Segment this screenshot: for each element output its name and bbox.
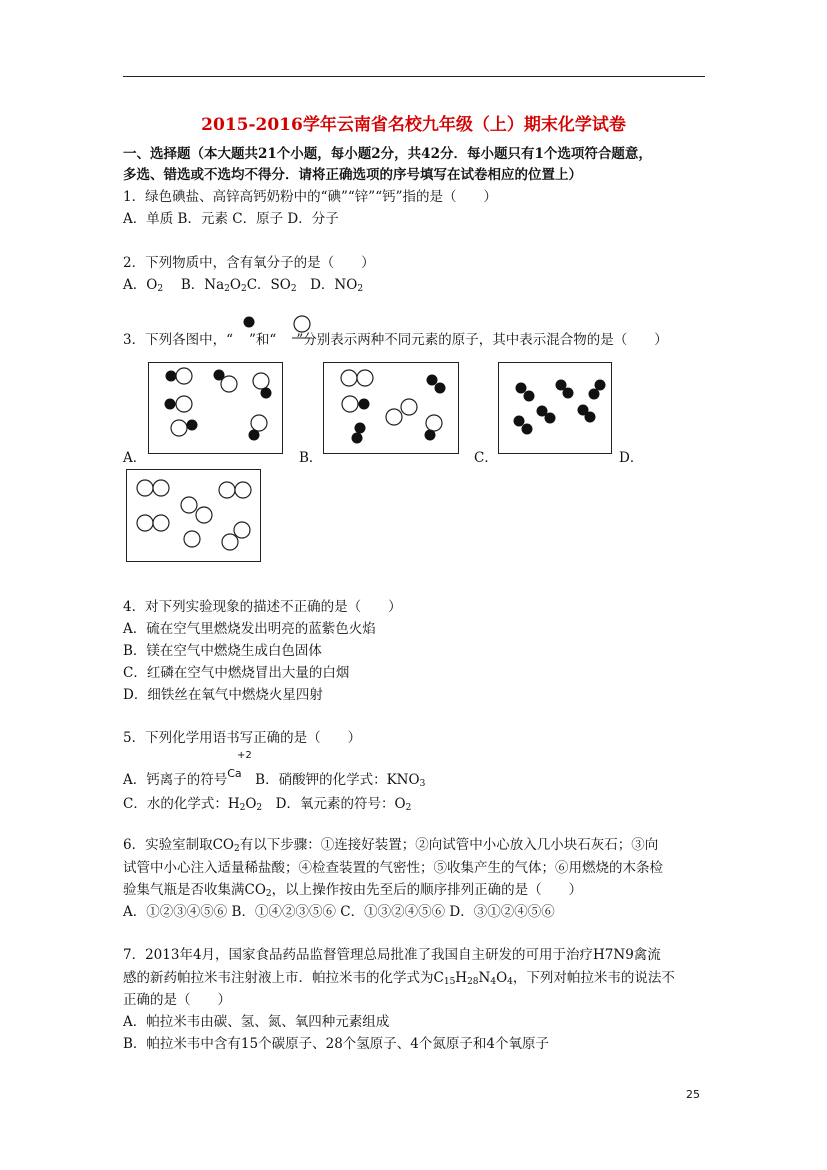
black-atom-icon	[355, 423, 366, 434]
subscript: 4	[507, 977, 513, 987]
black-atom-icon	[585, 412, 596, 423]
white-atom-icon	[184, 531, 200, 547]
q6-line3-a: 验集气瓶是否收集满CO	[123, 882, 266, 898]
q7-option-b: B．帕拉米韦中含有15个碳原子、28个氢原子、4个氮原子和4个氧原子	[123, 1036, 549, 1052]
white-atom-icon	[137, 480, 153, 496]
white-atom-icon	[253, 373, 269, 389]
white-atom-icon	[341, 370, 357, 386]
black-atom-icon	[516, 383, 527, 394]
q2-opt-b: B．Na	[167, 277, 225, 293]
subscript: 2	[256, 803, 263, 813]
subscript: 2	[240, 284, 247, 294]
subscript: 2	[357, 284, 364, 294]
subscript: 2	[157, 284, 164, 294]
white-atom-icon	[196, 507, 212, 523]
page-title: 2015-2016学年云南省名校九年级（上）期末化学试卷	[201, 115, 626, 135]
q6-line1-b: 有以下步骤：①连接好装置；②向试管中小心放入几小块石灰石；③向	[239, 837, 659, 853]
black-atom-icon	[514, 416, 525, 427]
white-atom-icon	[386, 409, 402, 425]
black-atom-icon	[589, 389, 600, 400]
q5-option-a: A．钙离子的符号	[123, 772, 228, 788]
q2-opt-c: C．SO	[246, 277, 291, 293]
black-atom-icon	[545, 413, 556, 424]
q6-line3	[123, 880, 582, 904]
black-atom-icon	[595, 380, 606, 391]
subscript: 2	[239, 803, 246, 813]
white-atom-icon	[401, 399, 417, 415]
q3-label-b: B．	[299, 450, 323, 466]
q3-label-c: C．	[474, 450, 498, 466]
white-atom-icon	[171, 420, 187, 436]
q7-line2-e: ，下列对帕拉米韦的说法不	[512, 970, 675, 986]
q6-line3-b: ，以上操作按由先至后的顺序排列正确的是（ ）	[271, 882, 583, 898]
black-atom-icon	[522, 424, 533, 435]
q4-option-b: B．镁在空气中燃烧生成白色固体	[123, 643, 322, 659]
q7-line2-b: H	[455, 970, 468, 986]
white-atom-icon	[176, 396, 192, 412]
q7-line2-c: N	[478, 970, 491, 986]
white-atom-icon	[221, 376, 237, 392]
q3-atom-legend	[240, 312, 330, 344]
q3-stem-part-a: 3．下列各图中，“	[123, 332, 233, 348]
black-atom-icon	[563, 388, 574, 399]
q3-stem-part-c: ”分别表示两种不同元素的原子，其中表示混合物的是（ ）	[296, 332, 668, 348]
q3-diagram-c	[498, 362, 612, 454]
black-atom-icon	[249, 430, 260, 441]
q7-line3: 正确的是（ ）	[123, 992, 231, 1008]
q7-line2-d: O	[496, 970, 508, 986]
white-atom-icon	[222, 534, 238, 550]
white-atom-icon	[251, 415, 267, 431]
white-atom-icon	[176, 368, 192, 384]
black-atom-icon	[427, 375, 438, 386]
subscript: 28	[467, 977, 479, 987]
q3-stem-part-b: ”和“	[249, 332, 277, 348]
q5-stem: 5．下列化学用语书写正确的是（ ）	[123, 730, 362, 746]
q5-ca-symbol: Ca	[227, 767, 242, 780]
q5-option-d: D．氧元素的符号：O	[275, 796, 406, 812]
q7-line1: 7．2013年4月，国家食品药品监督管理总局批准了我国自主研发的可用于治疗H7N9禽流	[123, 947, 661, 963]
subscript: 3	[419, 779, 426, 789]
q2-opt-a: A．O	[123, 277, 158, 293]
q7-line2	[123, 968, 675, 992]
subscript: 4	[490, 977, 497, 987]
q6-line1	[123, 835, 658, 859]
q4-option-d: D．细铁丝在氧气中燃烧火星四射	[123, 687, 323, 703]
subscript: 15	[443, 977, 456, 987]
header-rule	[123, 76, 705, 77]
white-atom-icon	[153, 515, 169, 531]
black-atom-icon	[244, 317, 255, 328]
q3-label-a: A．	[123, 450, 147, 466]
q6-line2: 试管中小心注入适量稀盐酸；④检查装置的气密性；⑤收集产生的气体；⑥用燃烧的木条检	[123, 860, 663, 876]
q5-option-c: C．水的化学式：H	[123, 796, 240, 812]
section-heading-line2: 多选、错选或不选均不得分．请将正确选项的序号填写在试卷相应的位置上）	[123, 167, 582, 183]
white-atom-icon	[219, 482, 235, 498]
q1-options: A．单质 B．元素 C．原子 D．分子	[123, 211, 339, 227]
q2-opt-b-mid: O	[229, 277, 241, 293]
black-atom-icon	[165, 399, 176, 410]
white-atom-icon	[235, 482, 251, 498]
black-atom-icon	[352, 433, 363, 444]
q5-options-ab	[123, 767, 426, 794]
q1-stem: 1．绿色碘盐、高锌高钙奶粉中的“碘”“锌”“钙”指的是（ ）	[123, 189, 497, 205]
white-atom-icon	[181, 497, 197, 513]
white-atom-icon	[234, 522, 250, 538]
subscript: 2	[234, 844, 240, 854]
black-atom-icon	[166, 371, 177, 382]
q5-options-cd	[123, 794, 411, 818]
black-atom-icon	[435, 383, 446, 394]
subscript: 2	[224, 284, 230, 294]
q4-stem: 4．对下列实验现象的描述不正确的是（ ）	[123, 599, 402, 615]
q4-option-c: C．红磷在空气中燃烧冒出大量的白烟	[123, 665, 350, 681]
q3-diagram-b	[323, 362, 459, 454]
q5-option-b: B．硝酸钾的化学式：KNO	[255, 772, 420, 788]
q5-charge: +2	[237, 750, 252, 761]
q2-opt-d: D．NO	[296, 277, 358, 293]
black-atom-icon	[261, 388, 272, 399]
q3-diagram-d	[126, 469, 261, 562]
white-atom-icon	[153, 480, 169, 496]
white-atom-icon	[294, 316, 310, 332]
subscript: 2	[290, 284, 297, 294]
white-atom-icon	[342, 396, 358, 412]
q5-option-c-mid: O	[245, 796, 257, 812]
subscript: 2	[405, 803, 412, 813]
q7-option-a: A．帕拉米韦由碳、氢、氮、氧四种元素组成	[123, 1014, 390, 1030]
q3-stem	[123, 330, 668, 350]
section-heading-line1: 一、选择题（本大题共21个小题，每小题2分，共42分．每小题只有1个选项符合题意，	[123, 146, 652, 162]
q2-stem: 2．下列物质中，含有氧分子的是（ ）	[123, 255, 375, 271]
black-atom-icon	[425, 430, 436, 441]
q2-options	[123, 275, 363, 299]
q6-line1-a: 6．实验室制取CO	[123, 837, 234, 853]
q3-label-d: D．	[619, 450, 644, 466]
q4-option-a: A．硫在空气里燃烧发出明亮的蓝紫色火焰	[123, 621, 376, 637]
black-atom-icon	[359, 399, 370, 410]
q6-options: A．①②③④⑤⑥ B．①④②③⑤⑥ C．①③②④⑤⑥ D．③①②④⑤⑥	[123, 904, 555, 920]
white-atom-icon	[426, 415, 442, 431]
white-atom-icon	[357, 370, 373, 386]
q7-line2-a: 感的新药帕拉米韦注射液上市．帕拉米韦的化学式为C	[123, 970, 444, 986]
page-number: 25	[686, 1088, 700, 1101]
subscript: 2	[265, 889, 272, 899]
black-atom-icon	[524, 391, 535, 402]
q3-diagram-a	[148, 362, 283, 454]
white-atom-icon	[137, 515, 153, 531]
black-atom-icon	[187, 420, 198, 431]
